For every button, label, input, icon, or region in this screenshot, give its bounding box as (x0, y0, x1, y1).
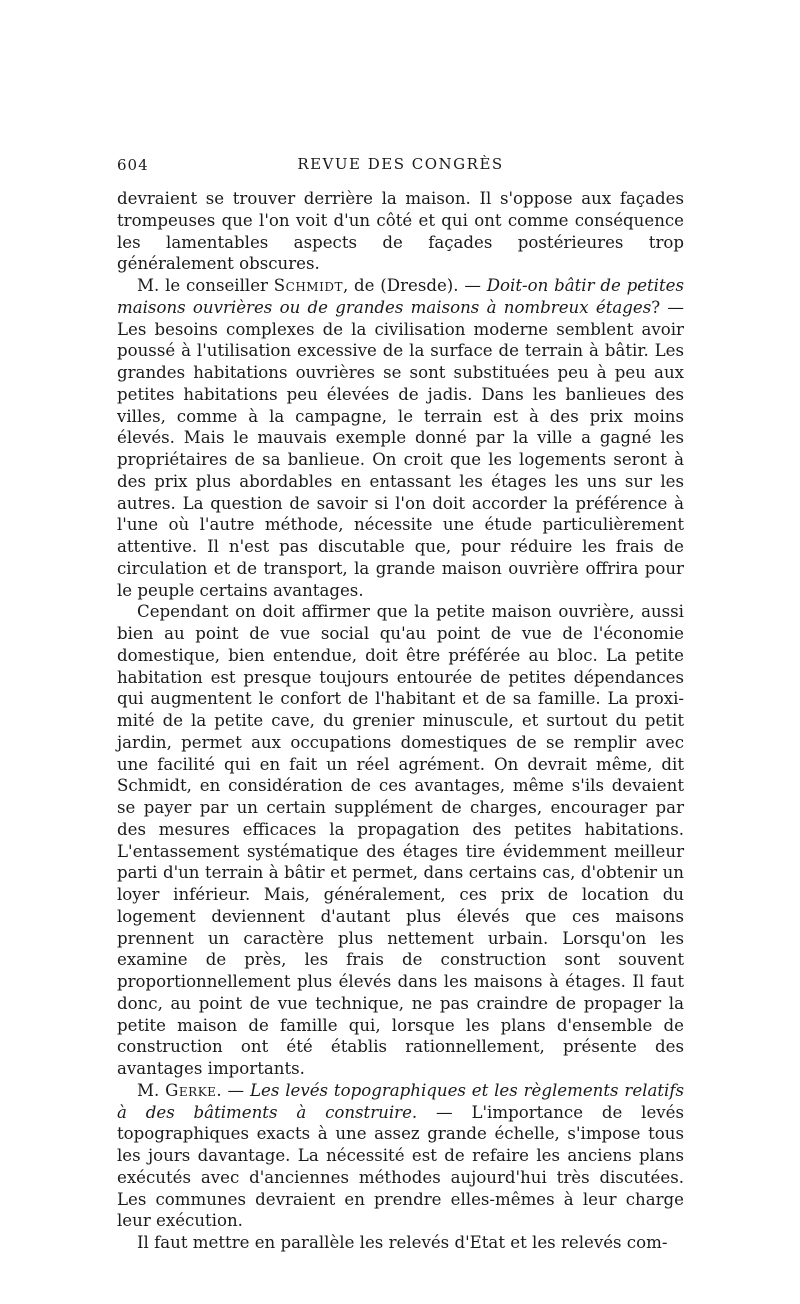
paragraph-1: devraient se trouver derrière la maison. Il s'oppose aux façades trompeuses que l'on voit d'un côté et qui ont comme conséquence les lamentables aspects de façades postérieures trop généralement obscures. (117, 189, 684, 274)
paragraph-4-lead: M. (137, 1080, 166, 1100)
paragraph-2 (117, 275, 684, 601)
talk-title-gerke: Les levés topographiques et les règlements relatifs à des bâtiments à construire (117, 1080, 685, 1122)
paragraph-2-lead: M. le conseiller (137, 276, 274, 295)
paragraph-3: Cependant on doit affirmer que la petite maison ouvrière, aussi bien au point de vue social qu'au point de vue de l'économie domestique, bien entendue, doit être préférée au bloc. La petite habitation est presque toujours entourée de petites dépendances qui augmentent le confort de l'habitant et de sa famille. La proximité de la petite cave, du grenier minuscule, et surtout du petit jardin, permet aux occupations domestiques de se remplir avec une facilité qui en fait un réel agrément. On devrait même, dit Schmidt, en considération de ces avantages, même s'ils devaient se payer par un certain supplément de charges, encourager par des mesures efficaces la propagation des petites habitations. L'entassement systématique des étages tire évidemment meilleur parti d'un terrain à bâtir et permet, dans certains cas, d'obtenir un loyer inférieur. Mais, généralement, ces prix de location du logement deviennent d'autant plus élevés que ces maisons prennent un caractère plus nettement urbain. Lorsqu'on les examine de près, les frais de construction sont souvent proportionnellement plus élevés dans les maisons à étages. Il faut donc, au point de vue technique, ne pas craindre de propager la petite maison de famille qui, lorsque les plans d'ensemble de construction ont été établis rationnellement, présente des avantages importants. (117, 602, 684, 1078)
speaker-name-schmidt: Schmidt (273, 276, 343, 295)
paragraph-5: Il faut mettre en parallèle les relevés d'Etat et les relevés com- (137, 1233, 668, 1252)
paragraph-4 (117, 1080, 684, 1232)
speaker-name-gerke: Gerke (165, 1080, 217, 1100)
page-header (117, 150, 684, 180)
document-page (117, 150, 684, 1254)
page-number: 604 (117, 156, 149, 174)
paragraph-2-body: ? — Les besoins complexes de la civilisation moderne semblent avoir poussé à l'utilisation excessive de la surface de terrain à bâtir. Les grandes habitations ouvrières se sont substituées peu à peu aux petites habitations peu élevées de jadis. Dans les banlieues des villes, comme à la campagne, le terrain est à des prix moins élevés. Mais le mauvais exemple donné par la ville a gagné les propriétaires de sa banlieue. On croit que les logements seront à des prix plus abordables en entassant les étages les uns sur les autres. La question de savoir si l'on doit accorder la préférence à l'une où l'autre méthode, nécessite une étude particulièrement attentive. Il n'est pas discutable que, pour réduire les frais de circulation et de transport, la grande maison ouvrière offrira pour le peuple certains avantages. (117, 297, 684, 600)
speaker-place: , de (Dresde). — (342, 276, 487, 295)
paragraph-4-separator: . — (216, 1080, 251, 1100)
paragraph-4-body: . — L'importance de levés topographiques exacts à une assez grande échelle, s'impose tous les jours davantage. La nécessité est de refaire les anciens plans exécutés avec d'anciennes méthodes aujourd'hui très discutées. Les communes devraient en prendre elles-mêmes à leur charge leur exécution. (117, 1102, 684, 1231)
running-title: REVUE DES CONGRÈS (297, 155, 504, 173)
talk-title-schmidt: Doit-on bâtir de petites maisons ouvrières ou de grandes maisons à nombreux étages (117, 276, 684, 317)
body-text (117, 188, 684, 1254)
